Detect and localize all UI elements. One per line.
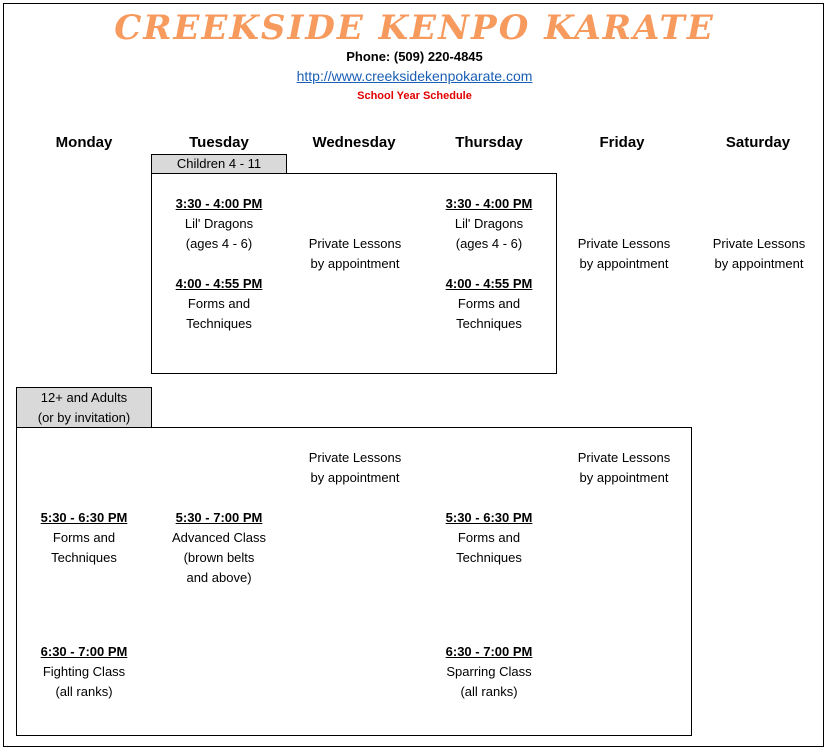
appointment-label: by appointment [714,256,804,271]
private-lessons-label: Private Lessons [577,450,671,465]
private-lessons-label: Private Lessons [712,236,806,251]
class-detail: Techniques [456,316,522,331]
children-wednesday-private [285,234,425,274]
appointment-label: by appointment [579,256,669,271]
class-time: 6:30 - 7:00 PM [445,644,533,659]
adults-thursday-class-2 [419,642,559,702]
appointment-label: by appointment [310,256,400,271]
private-lessons-label: Private Lessons [308,236,402,251]
private-lessons-label: Private Lessons [577,236,671,251]
day-thursday: Thursday [455,134,523,151]
class-time: 4:00 - 4:55 PM [175,276,263,291]
adults-tab-line2: (or by invitation) [37,410,131,425]
day-monday: Monday [55,134,113,151]
day-friday: Friday [599,134,645,151]
adults-monday-class-1 [14,508,154,568]
adults-tab-line1: 12+ and Adults [40,390,128,405]
private-lessons-label: Private Lessons [308,450,402,465]
class-time: 5:30 - 7:00 PM [175,510,263,525]
schedule-subtitle: School Year Schedule [357,90,472,102]
appointment-label: by appointment [579,470,669,485]
children-saturday-private [689,234,829,274]
children-tuesday-classes [149,194,289,334]
class-name: Forms and [52,530,116,545]
class-detail: (brown belts [183,550,255,565]
class-time: 4:00 - 4:55 PM [445,276,533,291]
day-saturday: Saturday [725,134,791,151]
class-time: 5:30 - 6:30 PM [40,510,128,525]
class-name: Forms and [457,296,521,311]
adults-tab [16,387,152,428]
class-detail: and above) [186,570,252,585]
class-detail: (ages 4 - 6) [185,236,253,251]
children-thursday-classes [419,194,559,334]
appointment-label: by appointment [310,470,400,485]
class-name: Lil' Dragons [454,216,524,231]
adults-monday-class-2 [14,642,154,702]
class-detail: (ages 4 - 6) [455,236,523,251]
class-name: Forms and [187,296,251,311]
class-detail: Techniques [186,316,252,331]
class-detail: (all ranks) [55,684,113,699]
children-friday-private [554,234,694,274]
class-detail: (all ranks) [460,684,518,699]
class-time: 5:30 - 6:30 PM [445,510,533,525]
class-time: 3:30 - 4:00 PM [175,196,263,211]
class-time: 6:30 - 7:00 PM [40,644,128,659]
class-name: Fighting Class [42,664,126,679]
class-name: Forms and [457,530,521,545]
adults-friday-private [554,448,694,488]
day-wednesday: Wednesday [312,134,396,151]
adults-tuesday-class-1 [149,508,289,588]
phone-number: Phone: (509) 220-4845 [346,49,483,64]
day-tuesday: Tuesday [189,134,249,151]
adults-wednesday-private [285,448,425,488]
class-detail: Techniques [51,550,117,565]
class-name: Lil' Dragons [184,216,254,231]
class-name: Sparring Class [446,664,532,679]
class-name: Advanced Class [172,530,266,545]
class-detail: Techniques [456,550,522,565]
children-tab: Children 4 - 11 [151,154,287,174]
school-title: CREEKSIDE KENPO KARATE [114,8,715,48]
website-link[interactable]: http://www.creeksidekenpokarate.com [296,68,533,84]
class-time: 3:30 - 4:00 PM [445,196,533,211]
adults-thursday-class-1 [419,508,559,568]
